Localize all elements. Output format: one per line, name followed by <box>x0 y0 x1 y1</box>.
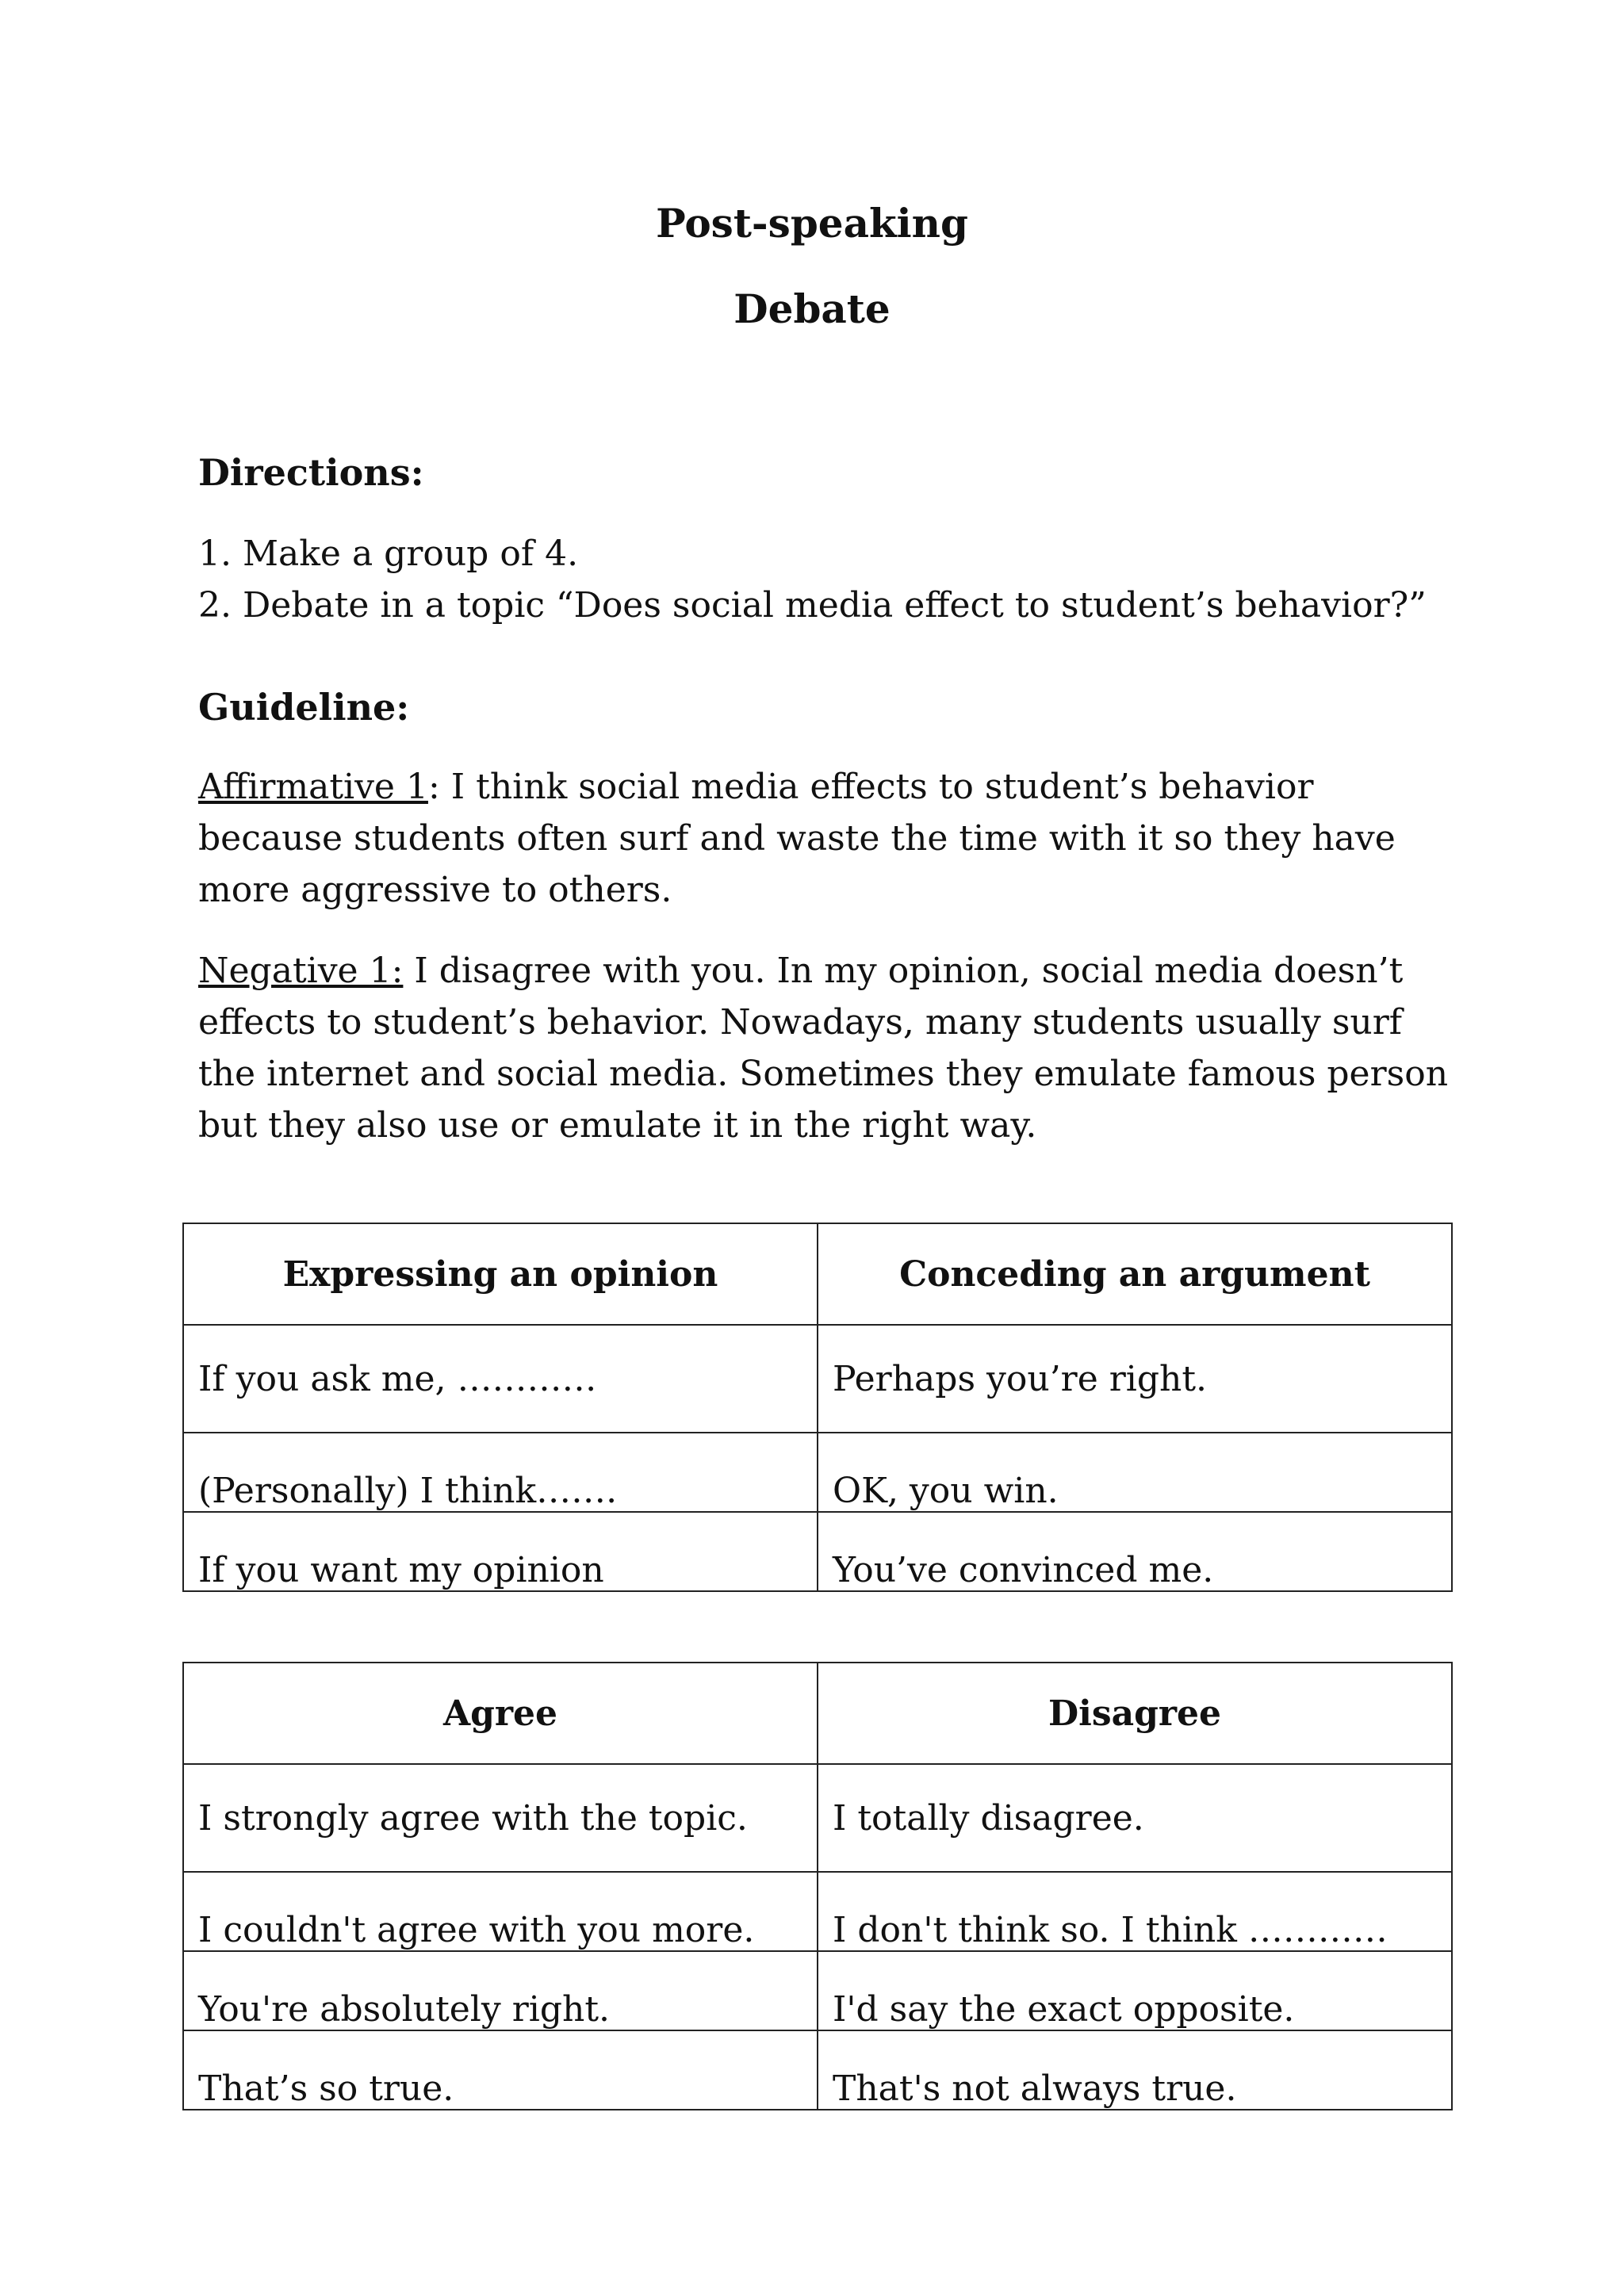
directions-item: 2. Debate in a topic “Does social media effect to student’s behavior?” <box>198 585 1427 626</box>
directions-list <box>198 528 1467 631</box>
table-cell: You're absolutely right. <box>183 1951 818 2030</box>
table-cell: You’ve convinced me. <box>818 1512 1452 1591</box>
table-row <box>183 1764 1452 1872</box>
column-header-agree: Agree <box>183 1663 818 1764</box>
page-title: Post-speaking <box>656 200 968 247</box>
directions-heading: Directions: <box>198 451 424 494</box>
table-cell: That's not always true. <box>818 2030 1452 2110</box>
table-cell: That’s so true. <box>183 2030 818 2110</box>
column-header-conceding-argument: Conceding an argument <box>818 1223 1452 1325</box>
table-cell: If you ask me, ………… <box>183 1325 818 1433</box>
negative-paragraph <box>198 945 1467 1151</box>
column-header-expressing-opinion: Expressing an opinion <box>183 1223 818 1325</box>
table-cell: Perhaps you’re right. <box>818 1325 1452 1433</box>
directions-item: 1. Make a group of 4. <box>198 534 579 574</box>
affirmative-text: I think social media effects to student’s behavior because students often surf and waste the time with it so they have more aggressive to others. <box>198 767 1396 910</box>
affirmative-speaker-label: Affirmative 1 <box>198 767 428 807</box>
table-cell: I totally disagree. <box>818 1764 1452 1872</box>
guideline-heading: Guideline: <box>198 686 410 729</box>
table-cell: I strongly agree with the topic. <box>183 1764 818 1872</box>
page-subtitle: Debate <box>733 285 891 332</box>
table-row <box>183 1433 1452 1512</box>
table-header-row <box>183 1223 1452 1325</box>
column-header-disagree: Disagree <box>818 1663 1452 1764</box>
table-row <box>183 2030 1452 2110</box>
table-row <box>183 1325 1452 1433</box>
table-row <box>183 1872 1452 1951</box>
table-cell: I couldn't agree with you more. <box>183 1872 818 1951</box>
agree-disagree-table <box>182 1662 1453 2110</box>
negative-speaker-label: Negative 1: <box>198 951 404 991</box>
table-cell: If you want my opinion <box>183 1512 818 1591</box>
table-cell: OK, you win. <box>818 1433 1452 1512</box>
affirmative-paragraph <box>198 761 1467 916</box>
table-row <box>183 1951 1452 2030</box>
opinion-conceding-table <box>182 1223 1453 1592</box>
table-header-row <box>183 1663 1452 1764</box>
table-row <box>183 1512 1452 1591</box>
table-cell: (Personally) I think……. <box>183 1433 818 1512</box>
table-cell: I don't think so. I think ………… <box>818 1872 1452 1951</box>
table-cell: I'd say the exact opposite. <box>818 1951 1452 2030</box>
negative-text: I disagree with you. In my opinion, social media doesn’t effects to student’s behavior. Nowadays, many students usually surf the internet and social media. Sometimes they emulate famous person but they also use or emulate it in the right way. <box>198 951 1449 1146</box>
affirmative-separator: : <box>427 767 440 807</box>
